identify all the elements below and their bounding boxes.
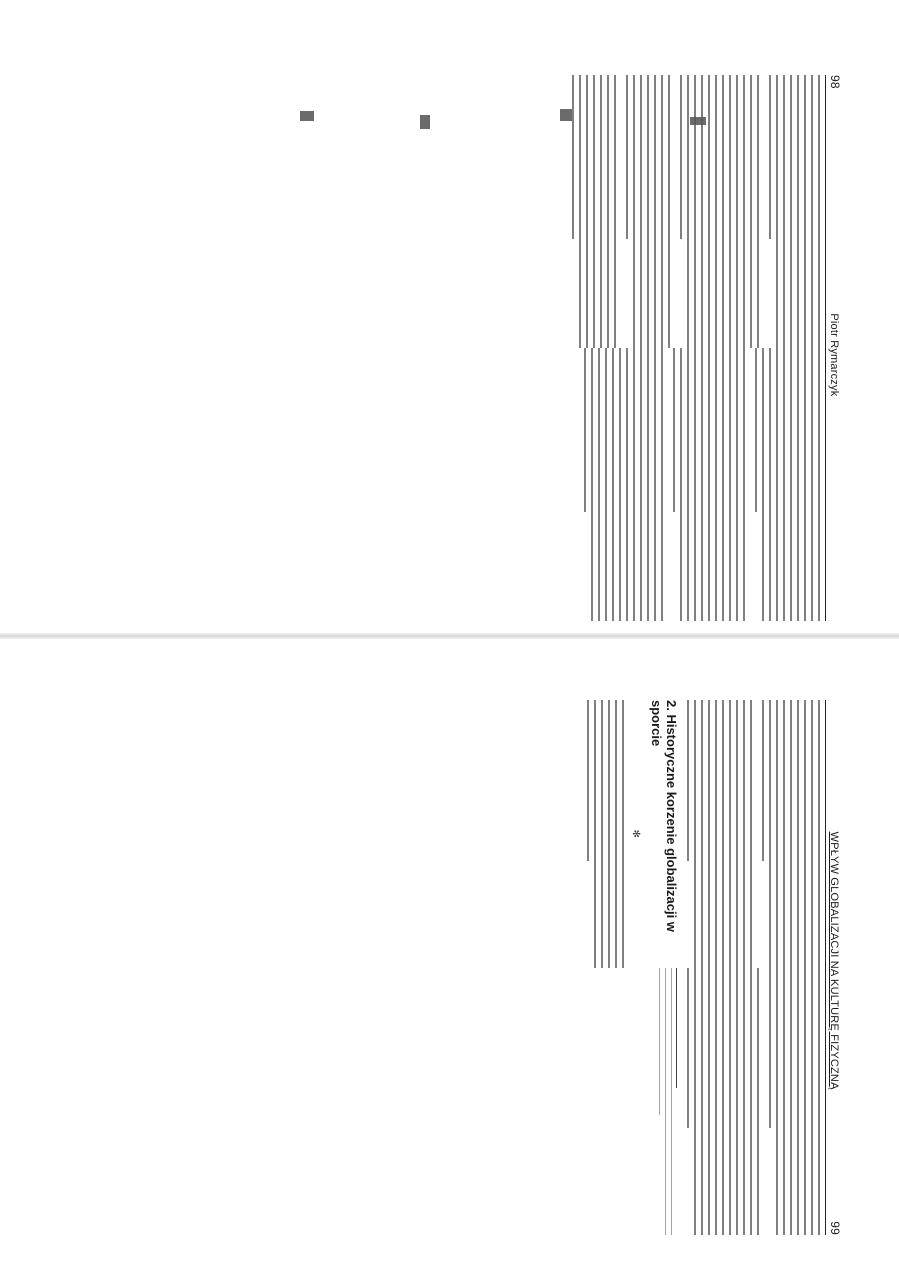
- right-page-content: [52, 700, 842, 1235]
- footnote: [671, 968, 672, 1236]
- body-column-2: [582, 968, 820, 1236]
- page-number: 99: [828, 1221, 842, 1235]
- left-page-content: [52, 75, 842, 621]
- running-head-author: Piotr Rymarczyk: [828, 313, 840, 397]
- body-text: [582, 700, 820, 1235]
- section-heading: 2. Historyczne korzenie globalizacji w sporcie: [649, 700, 679, 932]
- page-number: 98: [828, 75, 842, 89]
- body-column-2: [567, 348, 820, 621]
- ornament: ✻: [630, 829, 641, 838]
- running-head: [825, 700, 842, 1235]
- body-column-1: [567, 75, 820, 348]
- running-head-title: WPŁYW GLOBALIZACJI NA KULTURĘ FIZYCZNĄ: [828, 831, 840, 1090]
- body-text: [567, 75, 820, 621]
- body-column-1: [582, 700, 820, 968]
- footnote-rule: [676, 968, 677, 1088]
- running-head: [825, 75, 842, 621]
- right-page: [0, 636, 899, 1263]
